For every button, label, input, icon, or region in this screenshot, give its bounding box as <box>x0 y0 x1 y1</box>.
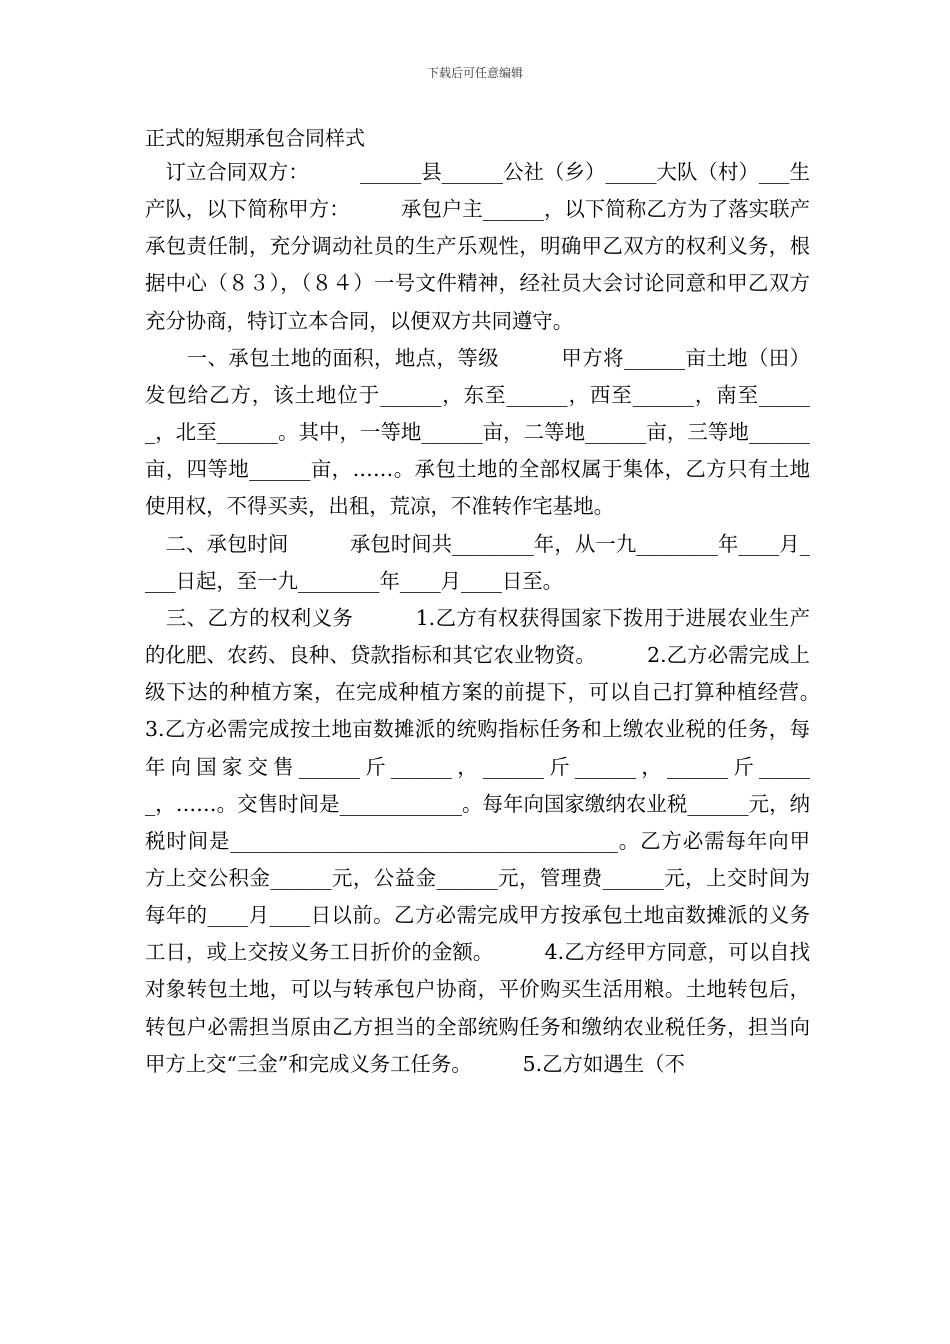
paragraph-parties: 订立合同双方： ______县______公社（乡）_____大队（村）___生产队，以下简称甲方： 承包户主______，以下简称乙方为了落实联产承包责任制，充分调动社员的生产乐观性，明确甲乙双方的权利义务，根据中心（８３），（８４）一号文件精神，经社员大会讨论同意和甲乙双方充分协商，特订立本合同，以便双方共同遵守。 <box>145 160 810 333</box>
header-note: 下载后可任意编辑 <box>426 66 523 80</box>
paragraph-rights-obligations: 三、乙方的权利义务 1.乙方有权获得国家下拨用于进展农业生产的化肥、农药、良种、贷款指标和其它农业物资。 2.乙方必需完成上级下达的种植方案，在完成种植方案的前提下，可以自己打算种植经营。 3.乙方必需完成按土地亩数摊派的统购指标任务和上缴农业税的任务，每年向国家交售______斤______，______斤______，______斤______，……。交售时间是____________。每年向国家缴纳农业税______元，纳税时间是______________________________________。乙方必需每年向甲方上交公积金______元，公益金______元，管理费______元，上交时间为每年的____月____日以前。乙方必需完成甲方按承包土地亩数摊派的义务工日，或上交按义务工日折价的金额。 4.乙方经甲方同意，可以自找对象转包土地，可以与转承包户协商，平价购买生活用粮。土地转包后，转包户必需担当原由乙方担当的全部统购任务和缴纳农业税任务，担当向甲方上交“三金”和完成义务工任务。 5.乙方如遇生（不 <box>145 605 872 1076</box>
paragraph-contract-period: 二、承包时间 承包时间共________年，从一九________年____月____日起，至一九________年____月____日至。 <box>145 531 810 593</box>
contract-body <box>145 154 872 1083</box>
document-title: 正式的短期承包合同样式 <box>145 126 365 150</box>
paragraph-land-area: 一、承包土地的面积，地点，等级 甲方将______亩土地（田）发包给乙方，该土地位于______，东至______，西至______，南至______，北至______。其中，一等地______亩，二等地______亩，三等地______亩，四等地______亩，……。承包土地的全部权属于集体，乙方只有土地使用权，不得买卖，出租，荒凉，不准转作宅基地。 <box>145 345 810 519</box>
